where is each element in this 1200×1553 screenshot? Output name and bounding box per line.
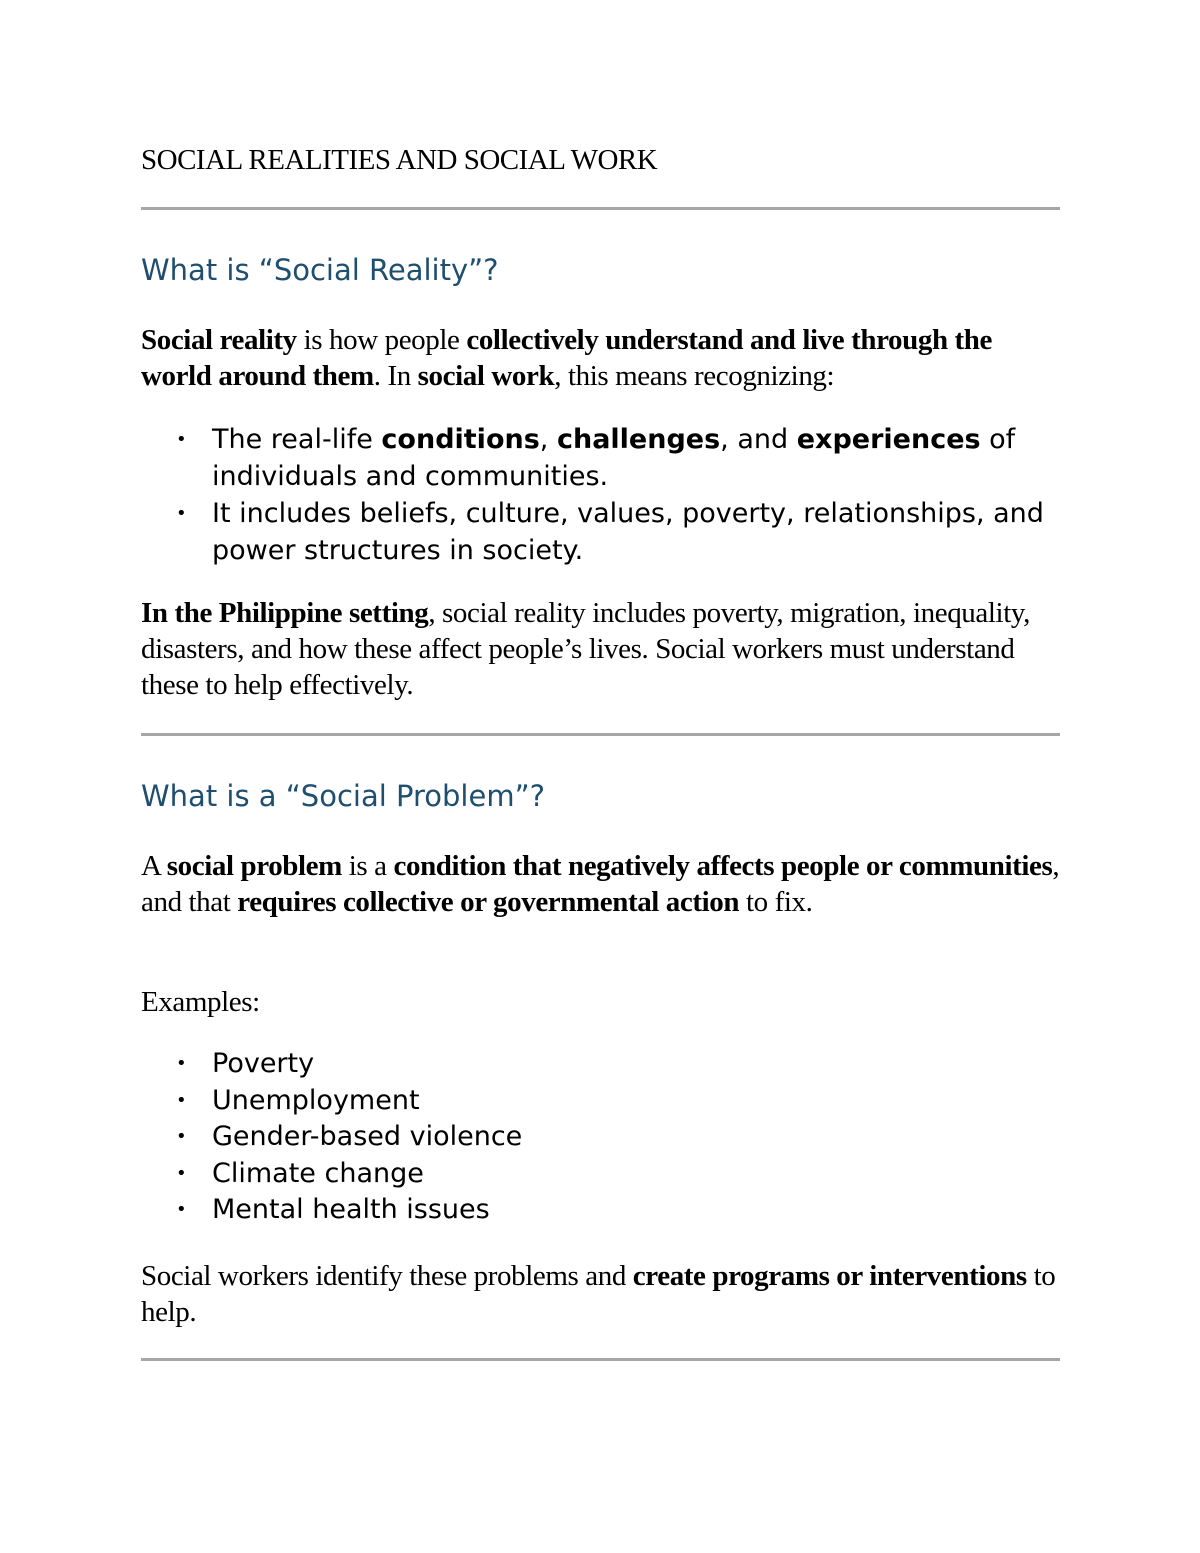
- bold-term: In the Philippine setting: [141, 597, 429, 629]
- text-run: The real-life: [212, 424, 382, 455]
- text-run: , social reality includes poverty, migration, inequality, disasters, and how these affect people’s lives. Social workers must understand these to help effectively.: [141, 597, 1030, 701]
- list-item-label: Climate change: [212, 1157, 424, 1189]
- list-item-label: Gender-based violence: [212, 1121, 523, 1152]
- document-title: SOCIAL REALITIES AND SOCIAL WORK: [141, 144, 658, 176]
- bullet-icon: •: [176, 1089, 187, 1111]
- bold-term: requires collective or governmental action: [237, 886, 740, 918]
- bullet-icon: •: [176, 503, 187, 524]
- bold-term: collectively understand and live through the world around them: [141, 324, 992, 392]
- examples-label: Examples:: [141, 986, 260, 1018]
- bullet-icon: •: [176, 1126, 187, 1147]
- bold-term: conditions: [381, 424, 540, 455]
- text-run: A: [141, 850, 167, 882]
- bullet-icon: •: [176, 1199, 187, 1220]
- text-run: , and that: [141, 850, 1060, 918]
- text-run: is how people: [296, 324, 467, 356]
- list-item: [141, 495, 1060, 569]
- bold-term: condition that negatively affects people or communities: [393, 850, 1053, 882]
- bold-term: social problem: [166, 850, 342, 882]
- list-item: [141, 1083, 1060, 1120]
- bullet-icon: •: [176, 429, 187, 450]
- list-item: [141, 421, 1060, 495]
- section-heading-social-problem: What is a “Social Problem”?: [141, 779, 545, 813]
- philippine-setting-paragraph: [141, 595, 1060, 703]
- horizontal-rule: [141, 1358, 1060, 1361]
- text-run: . In: [373, 360, 418, 392]
- bold-term: Social reality: [141, 324, 297, 356]
- list-item: [141, 1119, 1060, 1156]
- list-item-label: Poverty: [212, 1048, 315, 1079]
- list-item-label: Mental health issues: [212, 1194, 490, 1225]
- list-item: [141, 1156, 1060, 1193]
- horizontal-rule: [141, 733, 1060, 736]
- social-reality-bullet-list: [141, 421, 1060, 569]
- bullet-icon: •: [176, 1162, 187, 1184]
- bold-term: create programs or interventions: [632, 1260, 1027, 1292]
- social-reality-definition: [141, 322, 1060, 394]
- text-run: to help.: [141, 1260, 1056, 1328]
- text-run: Social workers identify these problems and: [141, 1260, 633, 1292]
- text-run: of individuals and communities.: [212, 424, 1016, 492]
- text-run: is a: [341, 850, 394, 882]
- closing-paragraph: [141, 1258, 1060, 1330]
- text-run: to fix.: [739, 886, 813, 918]
- bold-term: experiences: [796, 424, 981, 455]
- text-run: , this means recognizing:: [554, 360, 835, 392]
- text-run: ,: [539, 424, 557, 455]
- list-item: [141, 1046, 1060, 1083]
- horizontal-rule: [141, 207, 1060, 210]
- social-problem-definition: [141, 848, 1060, 920]
- section-heading-social-reality: What is “Social Reality”?: [141, 253, 499, 287]
- text-run: , and: [720, 424, 797, 455]
- bold-term: challenges: [556, 424, 721, 455]
- list-item-label: Unemployment: [212, 1084, 420, 1116]
- examples-bullet-list: [141, 1046, 1060, 1229]
- text-run: It includes beliefs, culture, values, poverty, relationships, and power structures in society.: [212, 498, 1044, 566]
- bold-term: social work: [417, 360, 555, 392]
- list-item: [141, 1192, 1060, 1229]
- bullet-icon: •: [176, 1053, 187, 1074]
